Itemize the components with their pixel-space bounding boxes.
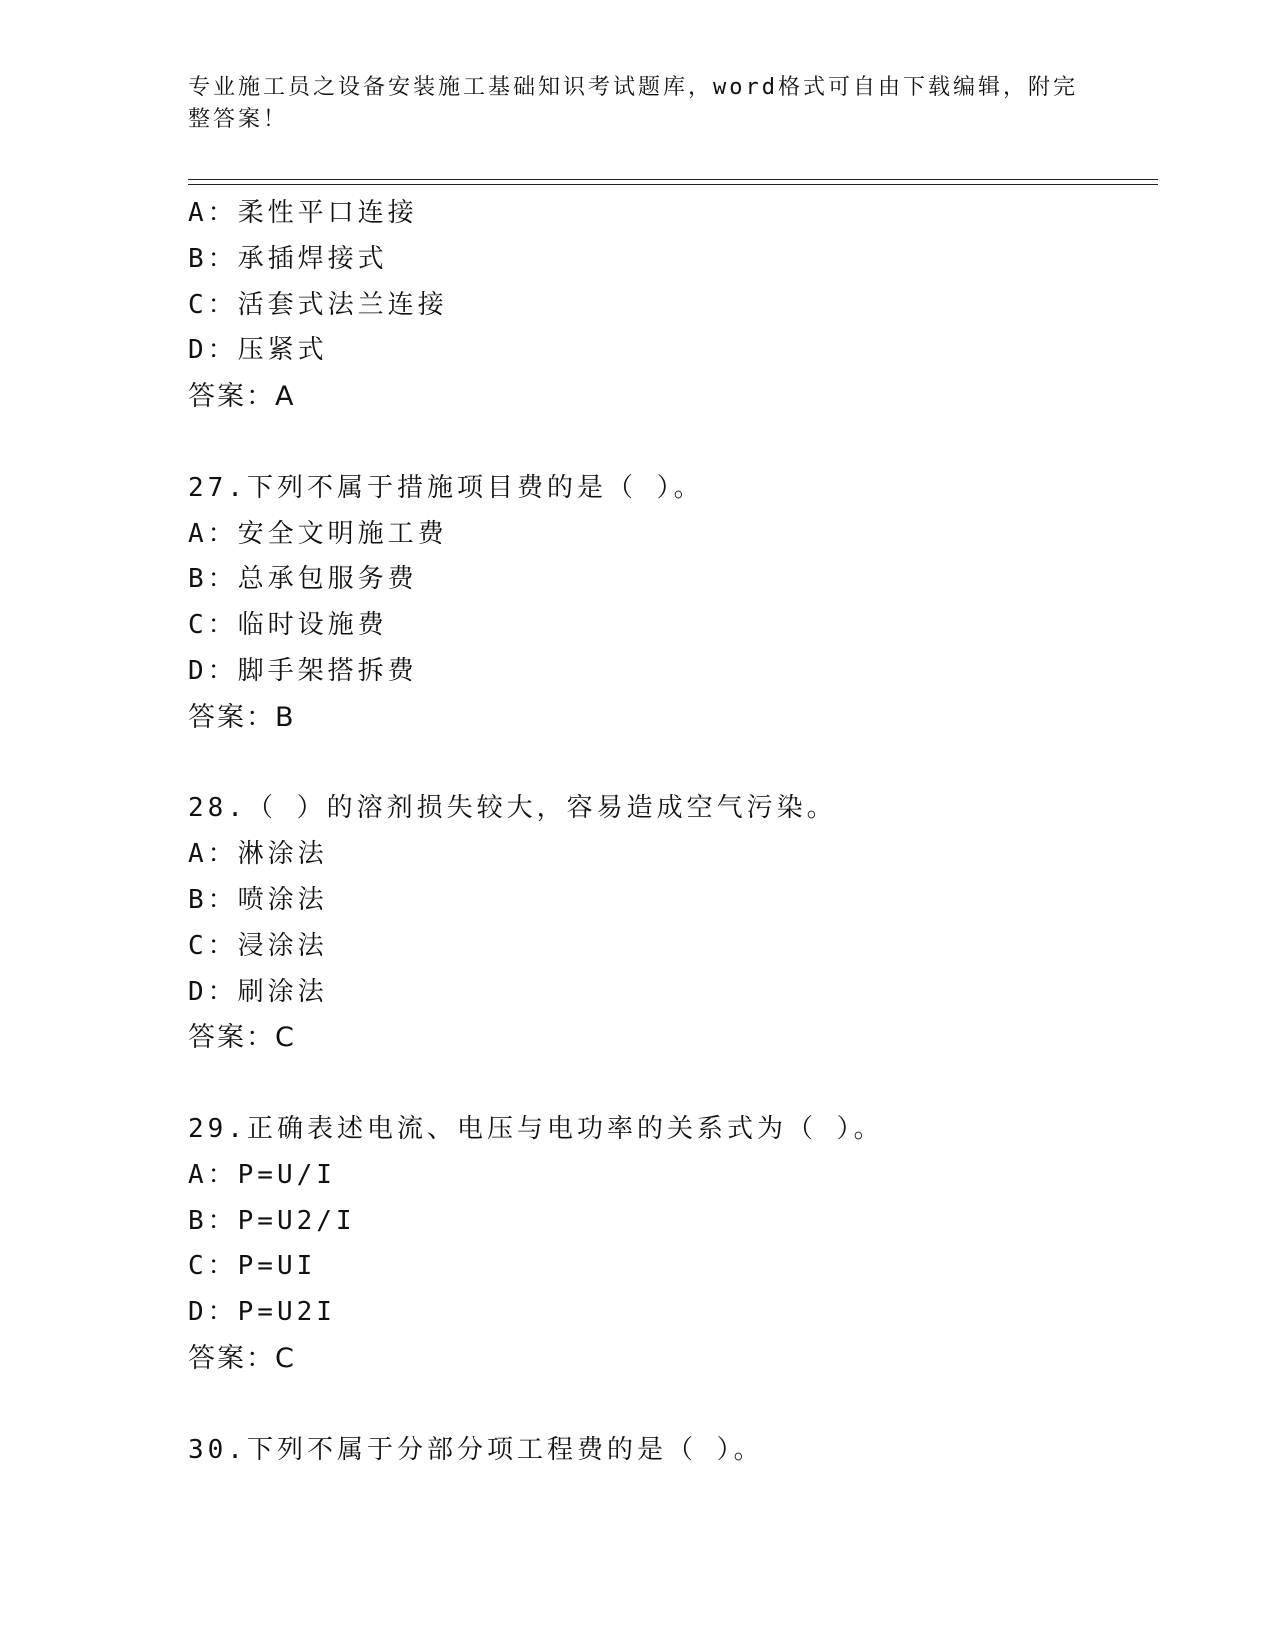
spacer [188, 1382, 1158, 1428]
question-block [188, 1107, 1158, 1382]
option-d: D：P=U2I [188, 1297, 336, 1328]
option-c: C：浸涂法 [188, 930, 328, 961]
spacer [188, 1061, 1158, 1107]
question-text: 27.下列不属于措施项目费的是（ ）。 [188, 472, 704, 503]
question-text: 29.正确表述电流、电压与电功率的关系式为（ ）。 [188, 1113, 884, 1144]
option-a: A：安全文明施工费 [188, 518, 448, 549]
option-d: D：刷涂法 [188, 976, 328, 1007]
option-d: D：脚手架搭拆费 [188, 655, 418, 686]
question-block [188, 466, 1158, 741]
question-block [188, 786, 1158, 1061]
header-line-2: 整答案！ [188, 107, 289, 132]
document-header [188, 72, 1088, 136]
option-a: A：淋涂法 [188, 839, 328, 870]
question-block [188, 191, 1158, 420]
question-list [188, 191, 1158, 1473]
question-block [188, 1428, 1158, 1474]
header-line-1: 专业施工员之设备安装施工基础知识考试题库，word格式可自由下载编辑，附完 [188, 75, 1078, 100]
answer-line: 答案：C [188, 1342, 296, 1374]
option-b: B：P=U2/I [188, 1205, 356, 1236]
question-text: 30.下列不属于分部分项工程费的是（ ）。 [188, 1434, 764, 1465]
option-c: C：临时设施费 [188, 610, 388, 641]
question-text: 28.（ ）的溶剂损失较大，容易造成空气污染。 [188, 793, 837, 824]
answer-line: 答案：A [188, 381, 296, 413]
answer-line: 答案：B [188, 701, 296, 733]
option-d: D：压紧式 [188, 335, 328, 366]
header-divider-top [188, 179, 1158, 180]
spacer [188, 741, 1158, 787]
option-c: C：活套式法兰连接 [188, 289, 448, 320]
option-b: B：承插焊接式 [188, 243, 388, 274]
option-a: A：柔性平口连接 [188, 198, 418, 228]
option-b: B：总承包服务费 [188, 564, 418, 595]
option-c: C：P=UI [188, 1251, 317, 1282]
spacer [188, 420, 1158, 466]
option-a: A：P=U/I [188, 1159, 336, 1190]
header-divider-bottom [188, 184, 1158, 185]
answer-line: 答案：C [188, 1022, 296, 1054]
option-b: B：喷涂法 [188, 884, 328, 915]
